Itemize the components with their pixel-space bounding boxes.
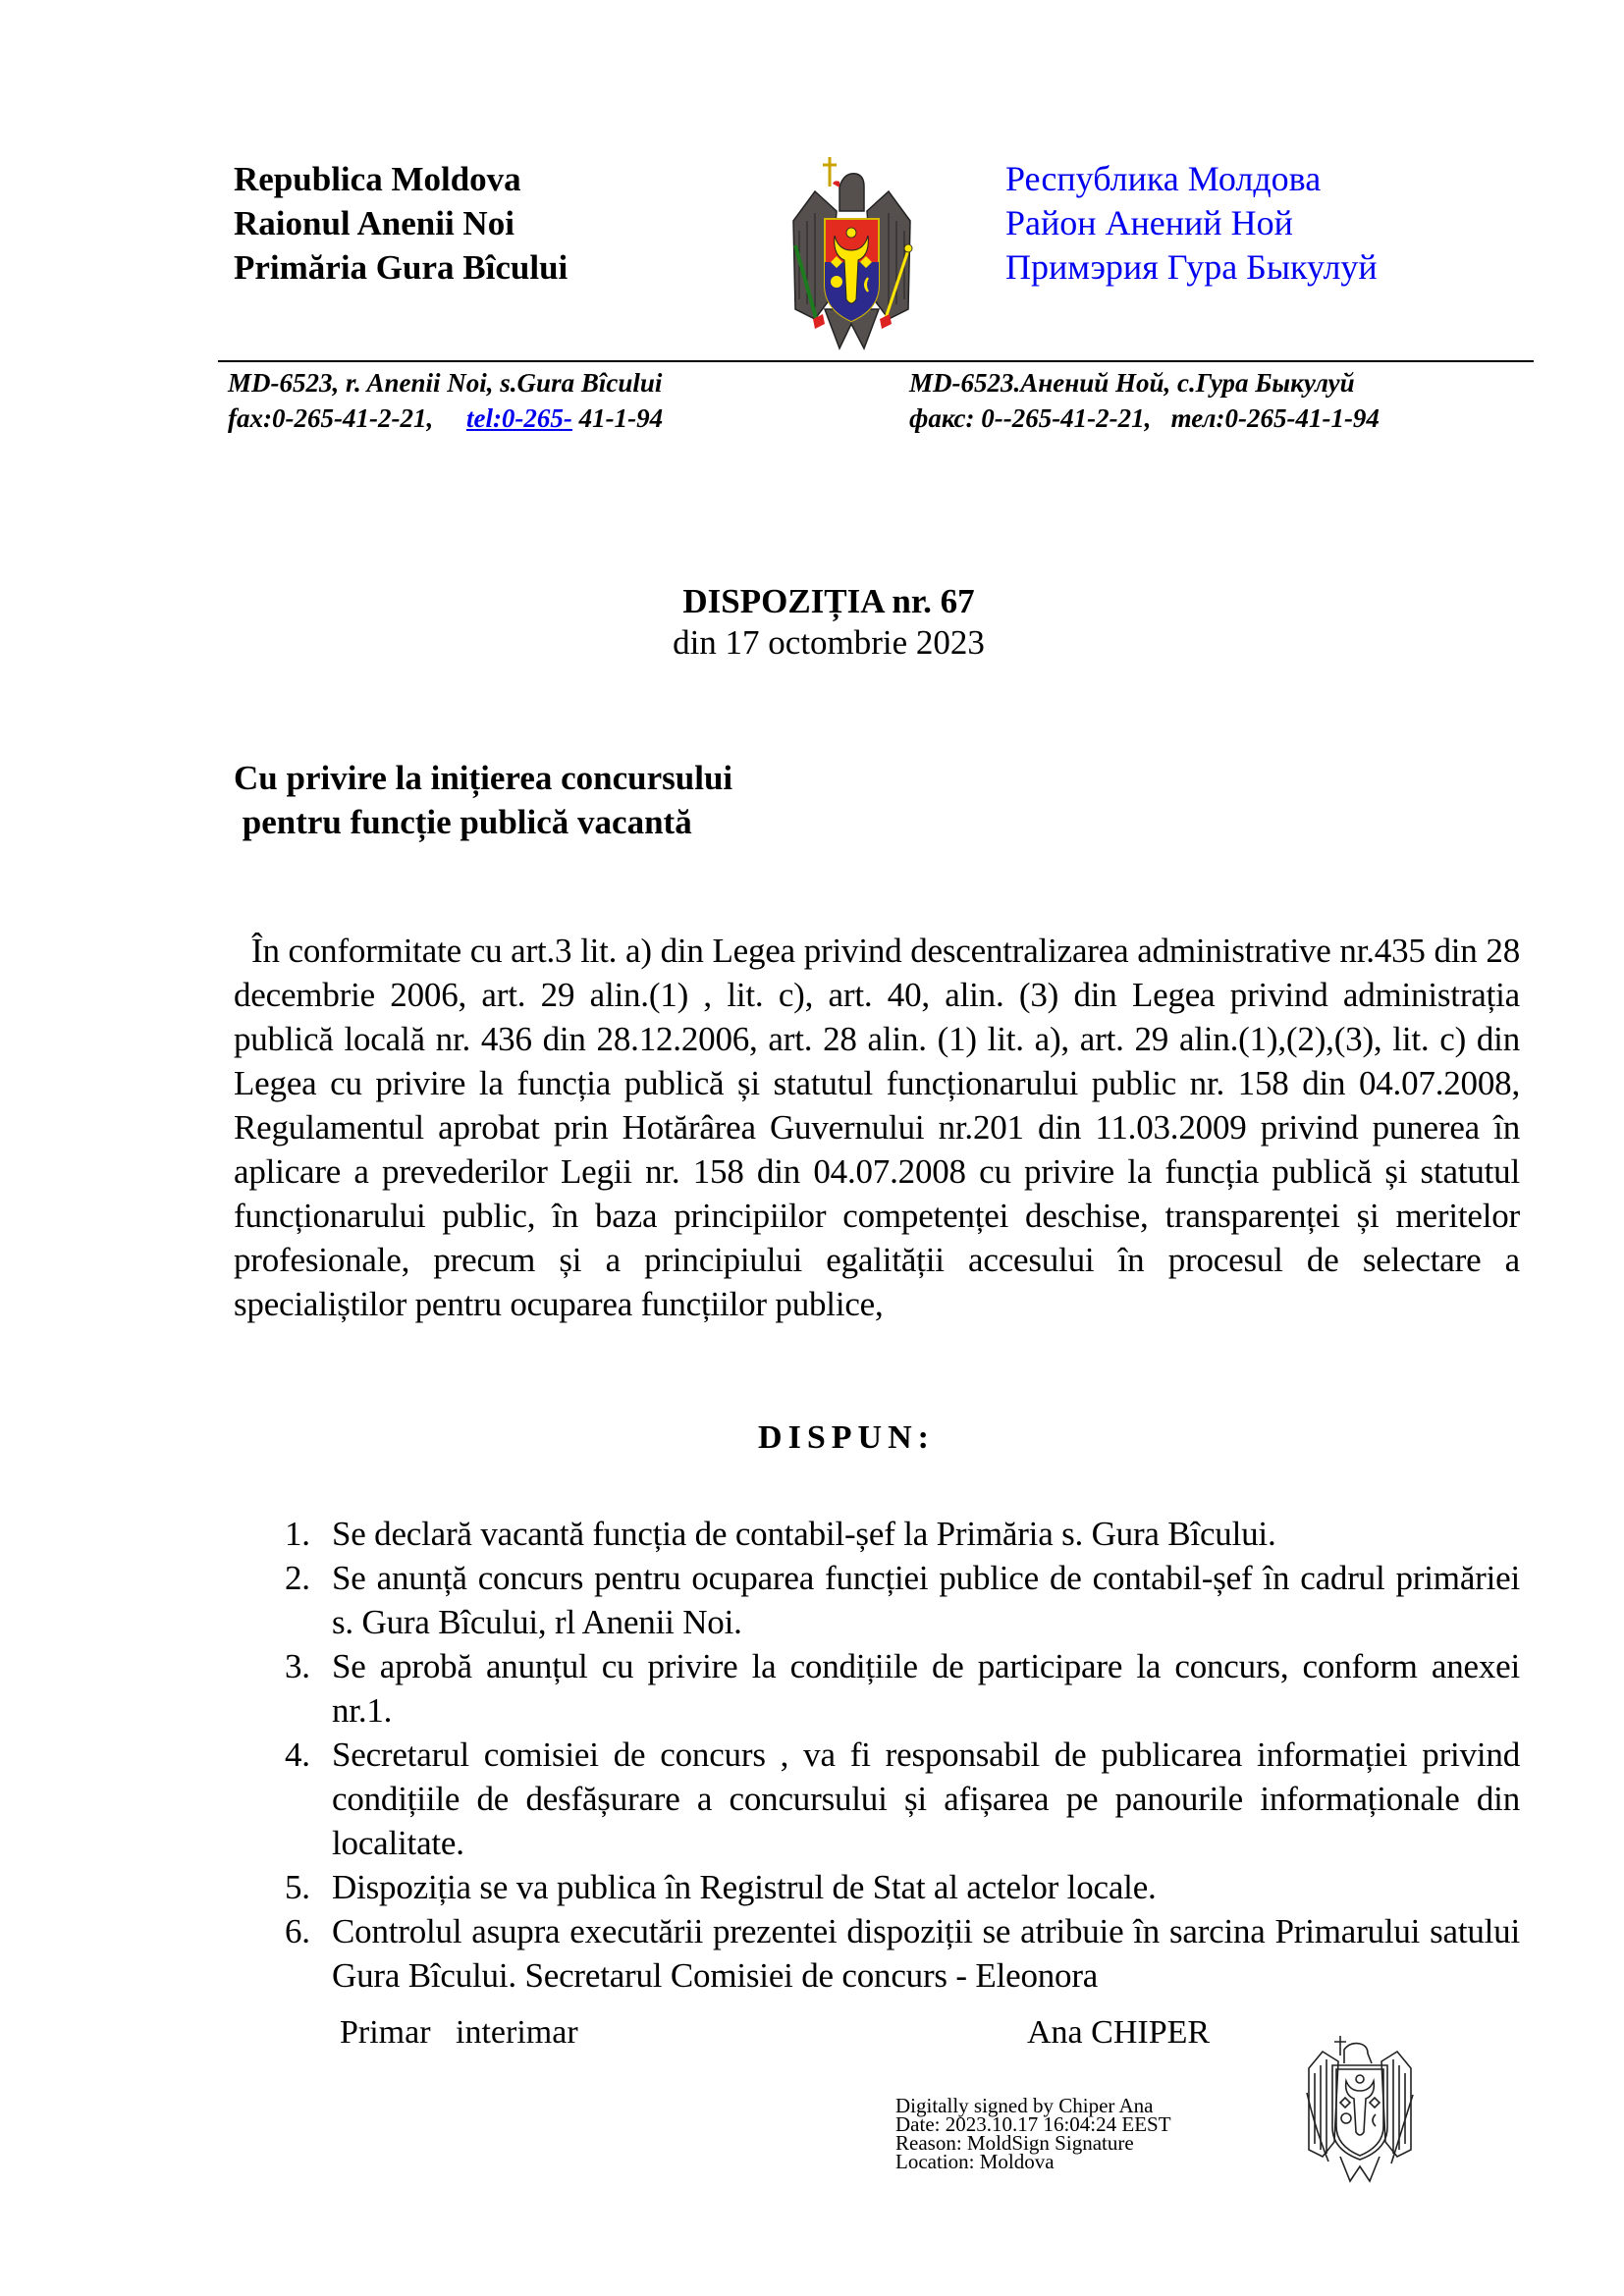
moldova-coat-of-arms-outline-icon [1301,2034,1419,2186]
signed-by: Digitally signed by Chiper Ana [895,2094,1154,2117]
preamble-paragraph: În conformitate cu art.3 lit. a) din Legea privind descentralizarea administrative nr.435 din 28 decembrie 2006, art. 29 alin.(1) , lit. c), art. 40, alin. (3) din Legea privind administrația publică locală nr. 436 din 28.12.2006, art. 28 alin. (1) lit. a), art. 29 alin.(1),(2),(3), lit. c) din Legea cu privire la funcția publică și statutul funcționarului public nr. 158 din 04.07.2008, Regulamentul aprobat prin Hotărârea Guvernului nr.201 din 11.03.2009 privind punerea în aplicare a prevederilor Legii nr. 158 din 04.07.2008 cu privire la funcția publică și statutul funcționarului public, în baza principiilor competenței deschise, transparenței și meritelor profesionale, precum și a principiului egalității accesului în procesul de selectare a specialiștilor pentru ocuparea funcțiilor publice, [234,932,1520,1323]
contacts-latin [228,365,663,436]
tel-rest: 41-1-94 [571,403,664,433]
item-text: Secretarul comisiei de concurs , va fi responsabil de publicarea informației privind condițiile de desfășurare a concursului și afișarea pe panourile informaționale din localitate. [332,1735,1520,1862]
moldova-coat-of-arms-icon [785,152,918,353]
header-mayoralty: Primăria Gura Bîcului [234,248,568,287]
item-text: Controlul asupra executării prezentei dispoziții se atribuie în sarcina Primarului satului Gura Bîcului. Secretarul Comisiei de concurs - Eleonora [332,1912,1520,1995]
header-district-cyrillic: Район Анений Ной [1005,203,1293,242]
fax-tel-cyrillic: факс: 0--265-41-2-21, тел:0-265-41-1-94 [909,403,1380,433]
header-country-cyrillic: Республика Молдова [1005,159,1322,198]
item-text: Dispoziția se va publica în Registrul de Stat al actelor locale. [332,1868,1157,1906]
list-item [285,1865,1520,1909]
item-text: Se declară vacantă funcția de contabil-șef la Primăria s. Gura Bîcului. [332,1515,1276,1553]
list-item [285,1512,1520,1556]
list-item [285,1909,1520,1998]
document-title: DISPOZIȚIA nr. 67 [682,582,975,620]
subject-line-2: pentru funcție publică vacantă [234,803,692,841]
header-latin [234,157,568,290]
subject-line-1: Cu privire la inițierea concursului [234,759,733,797]
tel-link[interactable]: tel:0-265- [465,403,572,433]
digital-signature-info [895,2094,1171,2173]
item-number: 4. [285,1735,310,1774]
list-item [285,1556,1520,1644]
item-number: 2. [285,1559,310,1597]
item-text: Se anunță concurs pentru ocuparea funcției publice de contabil-șef în cadrul primăriei s. Gura Bîcului, rl Anenii Noi. [332,1559,1520,1641]
address-cyrillic: MD-6523.Анений Ной, с.Гура Быкулуй [909,368,1355,398]
header-divider [218,360,1534,362]
item-text: Se aprobă anunțul cu privire la condițiile de participare la concurs, conform anexei nr.1. [332,1647,1520,1730]
fax-latin: fax:0-265-41-2-21, [228,403,434,433]
contacts-cyrillic [909,365,1380,436]
item-number: 5. [285,1868,310,1906]
provisions-list [285,1512,1520,1998]
signatory-name: Ana CHIPER [1027,2014,1211,2051]
list-item [285,1733,1520,1865]
document-title-block [0,581,1624,664]
signature-reason: Reason: MoldSign Signature [895,2131,1134,2155]
phone-line-latin [228,400,663,436]
signatory-role: Primar interimar [340,2014,578,2051]
item-number: 1. [285,1515,310,1553]
header-country: Republica Moldova [234,160,521,198]
item-number: 3. [285,1647,310,1685]
address-latin: MD-6523, r. Anenii Noi, s.Gura Bîcului [228,368,663,398]
signature-date: Date: 2023.10.17 16:04:24 EEST [895,2112,1171,2136]
signature-location: Location: Moldova [895,2150,1055,2173]
header-cyrillic [1005,157,1378,290]
header-mayoralty-cyrillic: Примэрия Гура Быкулуй [1005,247,1378,287]
header-district: Raionul Anenii Noi [234,204,514,242]
item-number: 6. [285,1912,310,1950]
document-subject [234,756,732,844]
list-item [285,1644,1520,1733]
document-date: din 17 octombrie 2023 [673,623,985,662]
dispun-heading: DISPUN: [758,1419,935,1456]
